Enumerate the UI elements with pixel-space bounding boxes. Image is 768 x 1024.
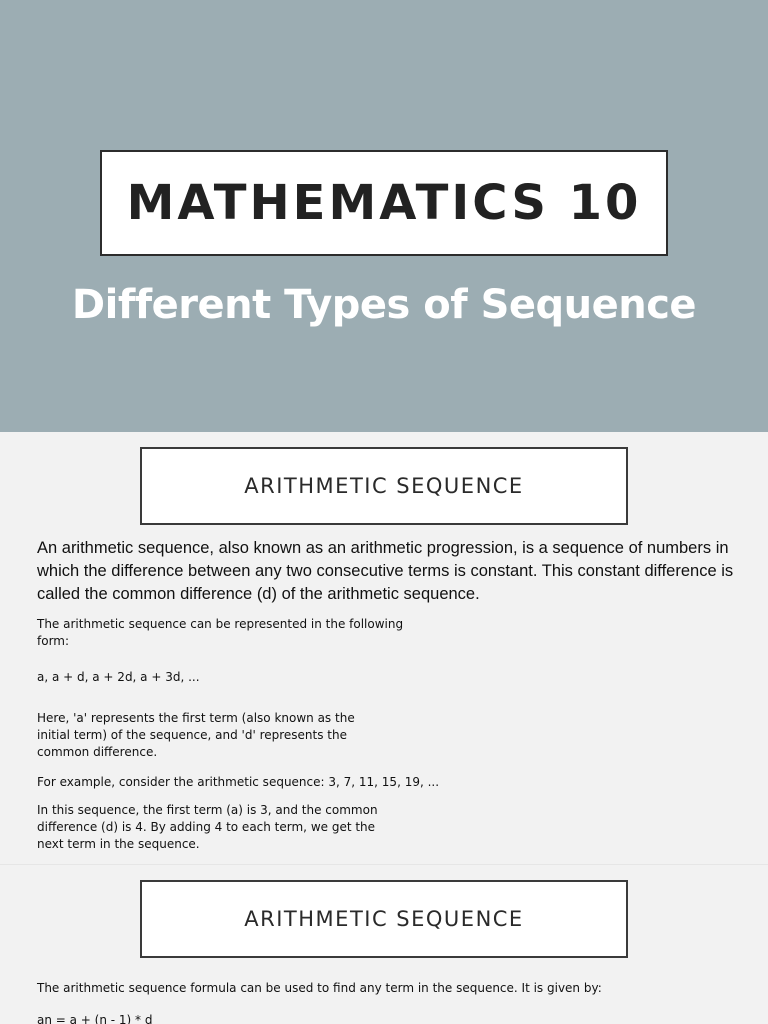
- paragraph-form-intro: The arithmetic sequence can be represented in the following form:: [37, 617, 404, 648]
- subtitle: Different Types of Sequence: [71, 282, 697, 328]
- paragraph-formula-intro: The arithmetic sequence formula can be used to find any term in the sequence. It is given by:: [37, 981, 602, 995]
- paragraph-example: For example, consider the arithmetic sequence: 3, 7, 11, 15, 19, ...: [37, 775, 440, 789]
- slide-arithmetic-definition: [0, 432, 768, 865]
- paragraph-formula: an = a + (n - 1) * d: [37, 1013, 153, 1024]
- main-title: MATHEMATICS 10: [126, 175, 642, 231]
- slide-heading-box: [140, 880, 628, 958]
- slide-heading: ARITHMETIC SEQUENCE: [244, 474, 524, 498]
- slide-heading: ARITHMETIC SEQUENCE: [244, 907, 524, 931]
- lead-paragraph: An arithmetic sequence, also known as an arithmetic progression, is a sequence of numbers in which the difference between any two consecutive terms is constant. This constant difference is called the common difference (d) of the arithmetic sequence.: [37, 539, 734, 603]
- paragraph-term-explanation: Here, 'a' represents the first term (also known as the initial term) of the sequence, and 'd' represents the common difference.: [37, 711, 355, 759]
- paragraph-form-expression: a, a + d, a + 2d, a + 3d, ...: [37, 670, 200, 684]
- slide-heading-box: [140, 447, 628, 525]
- paragraph-example-explanation: In this sequence, the first term (a) is 3, and the common difference (d) is 4. By adding 4 to each term, we get the next term in the sequence.: [37, 803, 378, 851]
- title-box: [100, 150, 668, 256]
- title-slide: [0, 0, 768, 432]
- slide-arithmetic-formula: [0, 866, 768, 1024]
